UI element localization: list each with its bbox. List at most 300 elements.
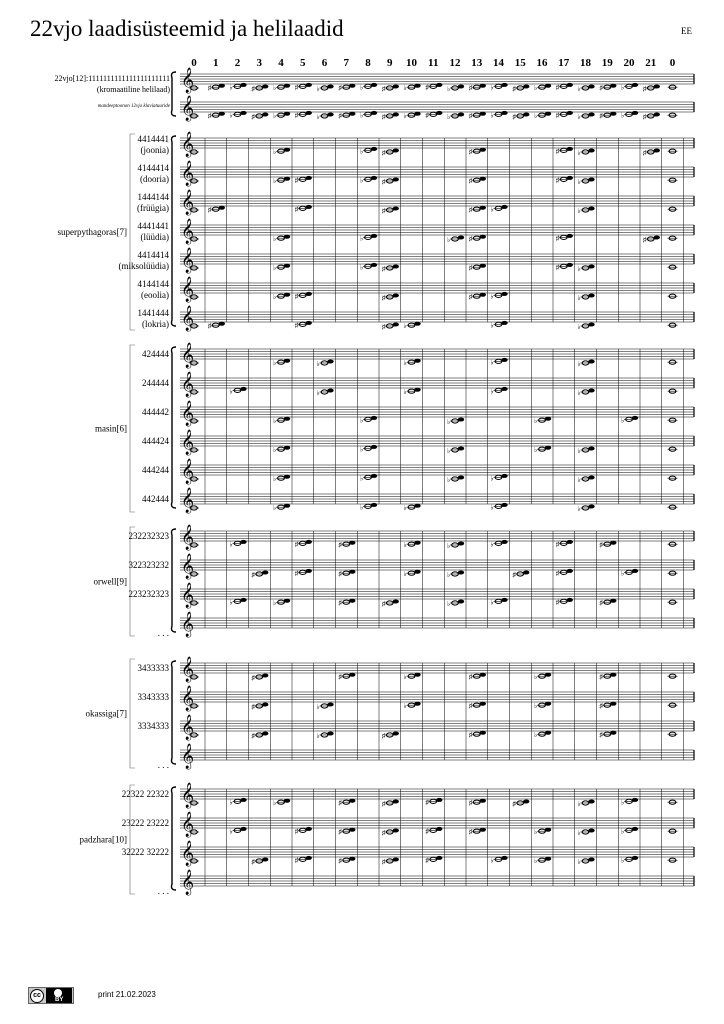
mode-steps: 4414414 [137, 250, 169, 260]
note [295, 569, 312, 578]
treble-clef-icon: 𝄞 [181, 95, 195, 120]
accidental-icon: ♭ [577, 85, 581, 93]
group-label-bracket [130, 785, 135, 894]
treble-clef-icon: 𝄞 [181, 582, 195, 607]
accidental-icon: ♭ [360, 445, 364, 454]
note [469, 177, 486, 186]
group-label-bracket [130, 659, 135, 768]
note [578, 360, 595, 369]
note [491, 205, 508, 214]
accidental-icon: ♯ [381, 858, 386, 866]
note [273, 177, 290, 186]
note [491, 598, 508, 607]
accidental-icon: ♭ [273, 112, 277, 121]
note [251, 732, 268, 741]
accidental-icon: ♯ [381, 178, 386, 186]
note [668, 858, 678, 862]
note [491, 83, 508, 92]
note [491, 292, 508, 301]
accidental-icon: ♭ [403, 702, 407, 711]
note [230, 798, 247, 807]
note [382, 149, 399, 158]
note [599, 84, 616, 93]
note [382, 265, 399, 274]
column-number: 11 [428, 57, 439, 69]
note [668, 542, 678, 546]
accidental-icon: ♯ [338, 541, 342, 550]
accidental-icon: ♯ [338, 828, 342, 837]
note [382, 600, 399, 609]
treble-clef-icon: 𝄞 [181, 247, 195, 272]
accidental-icon: ♭ [621, 83, 625, 92]
note [469, 148, 486, 157]
accidental-icon: ♭ [360, 176, 364, 185]
note [578, 85, 595, 94]
note [534, 702, 551, 711]
note [447, 447, 464, 456]
accidental-icon: ♭ [490, 503, 494, 512]
note [578, 265, 595, 274]
accidental-icon: ♭ [534, 673, 538, 682]
accidental-icon: ♭ [403, 388, 407, 397]
note [404, 84, 421, 93]
note [273, 112, 290, 121]
note [578, 829, 595, 838]
column-number: 3 [256, 57, 262, 69]
mode-staff [180, 782, 694, 808]
note [273, 293, 290, 302]
accidental-icon: ♯ [381, 323, 386, 331]
note [578, 447, 595, 456]
note [251, 703, 268, 712]
note [469, 235, 486, 244]
accidental-icon: ♭ [577, 323, 581, 331]
accidental-icon: ♯ [599, 112, 603, 121]
column-number: 18 [580, 57, 591, 69]
accidental-icon: ♭ [316, 732, 320, 740]
treble-clef-icon: 𝄞 [181, 811, 195, 836]
mode-name: (eoolia) [141, 290, 169, 300]
group-name: padzhara[10] [79, 834, 127, 845]
accidental-icon: ♭ [316, 113, 320, 121]
accidental-icon: ♯ [555, 598, 560, 607]
note [578, 294, 595, 303]
mode-staff [180, 429, 694, 455]
accidental-icon: ♭ [273, 177, 277, 186]
note [295, 540, 312, 549]
accidental-icon: ♭ [403, 359, 407, 368]
note [578, 858, 595, 867]
group-bracket [172, 787, 177, 890]
accidental-icon: ♭ [490, 387, 494, 396]
mode-staff [180, 714, 694, 740]
note [534, 446, 551, 455]
accidental-icon: ♭ [577, 447, 581, 455]
accidental-icon: ♭ [490, 856, 494, 865]
mode-steps: 442444 [142, 494, 169, 504]
accidental-icon: ♯ [468, 177, 473, 186]
accidental-icon: ♯ [294, 321, 299, 330]
treble-clef-icon: 𝄞 [181, 305, 195, 330]
mode-steps: 444244 [142, 465, 169, 475]
treble-clef-icon: 𝄞 [181, 487, 195, 512]
note [534, 828, 551, 837]
note [447, 418, 464, 427]
accidental-icon: ♭ [490, 474, 494, 483]
note [404, 504, 421, 513]
note [668, 600, 678, 604]
mode-staff [180, 524, 694, 550]
treble-clef-icon: 𝄞 [181, 553, 195, 578]
accidental-icon: ♭ [360, 83, 364, 92]
note [469, 264, 486, 273]
note [668, 703, 678, 707]
column-number: 2 [234, 57, 241, 69]
accidental-icon: ♯ [294, 540, 299, 549]
note [382, 858, 399, 867]
mode-steps: 32222 32222 [121, 847, 169, 857]
note [643, 236, 660, 245]
note [360, 111, 377, 120]
accidental-icon: ♯ [599, 731, 603, 740]
accidental-icon: ♯ [512, 571, 516, 579]
accidental-icon: ♭ [360, 147, 364, 156]
accidental-icon: ♯ [207, 112, 212, 121]
accidental-icon: ♭ [360, 234, 364, 243]
accidental-icon: ♭ [577, 294, 581, 302]
note [556, 569, 573, 578]
note [360, 147, 377, 156]
note [599, 731, 616, 740]
note [295, 176, 312, 185]
accidental-icon: ♯ [425, 856, 429, 865]
note [447, 476, 464, 485]
mode-staff [180, 276, 694, 302]
note [273, 417, 290, 426]
note [668, 113, 678, 117]
treble-clef-icon: 𝄞 [181, 400, 195, 425]
accidental-icon: ♯ [555, 569, 560, 578]
column-number: 6 [321, 57, 328, 69]
mode-steps: 23222 23222 [121, 818, 169, 828]
accidental-icon: ♯ [425, 827, 429, 836]
note [295, 827, 312, 836]
column-number: 19 [601, 57, 613, 69]
mode-steps: 232232323 [128, 531, 169, 541]
accidental-icon: ♭ [360, 111, 364, 120]
note [338, 84, 355, 93]
note [295, 83, 312, 92]
note [534, 673, 551, 682]
note [621, 856, 638, 865]
accidental-icon: ♭ [534, 828, 538, 837]
note [425, 83, 442, 92]
treble-clef-icon: 𝄞 [181, 276, 195, 301]
note [360, 234, 377, 243]
accidental-icon: ♭ [316, 360, 320, 368]
group-label-bracket [130, 345, 135, 512]
note [491, 387, 508, 396]
accidental-icon: ♭ [273, 475, 277, 484]
accidental-icon: ♯ [294, 292, 299, 301]
note [578, 476, 595, 485]
cc-icon: cc [30, 989, 44, 1003]
accidental-icon: ♯ [294, 827, 299, 836]
treble-clef-icon: 𝄞 [181, 685, 195, 710]
note [643, 149, 660, 158]
accidental-icon: ♯ [338, 112, 342, 121]
note [317, 113, 334, 122]
accidental-icon: ♭ [534, 112, 538, 121]
treble-clef-icon: 𝄞 [181, 342, 195, 367]
accidental-icon: ♭ [360, 416, 364, 425]
note [317, 703, 334, 712]
note [447, 236, 464, 245]
note [382, 113, 399, 122]
note [360, 503, 377, 512]
accidental-icon: ♯ [251, 732, 255, 740]
note [578, 389, 595, 398]
accidental-icon: ♭ [490, 292, 494, 301]
accidental-icon: ♭ [447, 542, 451, 550]
note [556, 147, 573, 156]
note [621, 569, 638, 578]
accidental-icon: ♯ [251, 674, 255, 682]
mode-staff [180, 189, 694, 215]
note [382, 829, 399, 838]
accidental-icon: ♯ [468, 84, 473, 93]
mode-staff [180, 685, 694, 711]
note [338, 599, 355, 608]
note [643, 113, 660, 122]
note [512, 571, 529, 580]
accidental-icon: ♯ [468, 264, 473, 273]
note [382, 294, 399, 303]
note [668, 418, 678, 422]
note [599, 673, 616, 682]
note [295, 856, 312, 865]
accidental-icon: ♭ [273, 504, 277, 513]
accidental-icon: ♭ [490, 358, 494, 367]
accidental-icon: ♯ [251, 571, 255, 579]
mode-staff [180, 840, 694, 866]
accidental-icon: ♭ [490, 540, 494, 549]
accidental-icon: ♭ [447, 418, 451, 426]
treble-clef-icon: 𝄞 [181, 611, 195, 636]
mode-staff [180, 553, 694, 579]
note [534, 417, 551, 426]
note [556, 540, 573, 549]
note [273, 235, 290, 244]
note [425, 856, 442, 865]
accidental-icon: ♯ [381, 829, 386, 837]
accidental-icon: ♯ [555, 147, 560, 156]
accidental-icon: ♯ [555, 234, 560, 243]
note [534, 857, 551, 866]
column-number: 10 [406, 57, 417, 69]
note [273, 504, 290, 513]
note [556, 111, 573, 120]
accidental-icon: ♯ [381, 207, 386, 215]
note [668, 447, 678, 451]
accidental-icon: ♯ [338, 570, 342, 579]
column-number: 12 [449, 57, 461, 69]
accidental-icon: ♭ [229, 540, 233, 549]
note [382, 323, 399, 332]
accidental-icon: ♯ [294, 83, 299, 92]
accidental-icon: ♯ [294, 856, 299, 865]
note [273, 799, 290, 808]
note [668, 389, 678, 393]
accidental-icon: ♯ [512, 800, 516, 808]
accidental-icon: ♭ [403, 504, 407, 513]
accidental-icon: ♭ [621, 856, 625, 865]
accidental-icon: ♯ [251, 703, 255, 711]
note [668, 323, 678, 327]
accidental-icon: ♯ [599, 541, 603, 550]
mode-steps: 444424 [142, 436, 169, 446]
column-number: 8 [365, 57, 371, 69]
mode-staff [180, 743, 694, 769]
accidental-icon: ♯ [599, 702, 603, 711]
note [621, 416, 638, 425]
note [469, 731, 486, 740]
accidental-icon: ♭ [273, 599, 277, 608]
page-title: 22vjo laadisüsteemid ja helilaadid [30, 16, 344, 41]
column-number: 17 [558, 57, 570, 69]
accidental-icon: ♯ [381, 600, 386, 608]
accidental-icon: ♭ [229, 83, 233, 92]
footer [28, 987, 358, 1007]
mode-staff [180, 342, 694, 368]
column-number: 9 [387, 57, 393, 69]
mode-staff [180, 582, 694, 608]
note [621, 827, 638, 836]
mode-steps: 4144144 [137, 279, 169, 289]
accidental-icon: ♭ [621, 827, 625, 836]
print-date: print 21.02.2023 [98, 990, 156, 999]
note [469, 799, 486, 808]
mode-name: (lokria) [142, 319, 169, 329]
treble-clef-icon: 𝄞 [181, 189, 195, 214]
note [469, 673, 486, 682]
note [230, 83, 247, 92]
column-number: 0 [669, 57, 676, 69]
note [599, 541, 616, 550]
note [295, 292, 312, 301]
accidental-icon: ♭ [577, 149, 581, 157]
mode-staff [180, 247, 694, 273]
accidental-icon: ♯ [599, 673, 603, 682]
note [208, 322, 225, 331]
note [382, 85, 399, 94]
note [295, 111, 312, 120]
mode-staff [180, 160, 694, 186]
treble-clef-icon: 𝄞 [181, 743, 195, 768]
mode-steps: 322323232 [128, 560, 169, 570]
note [556, 263, 573, 272]
note [469, 828, 486, 837]
note [668, 674, 678, 678]
accidental-icon: ♭ [447, 236, 451, 244]
accidental-icon: ♭ [316, 389, 320, 397]
mode-staff [180, 218, 694, 244]
note [668, 85, 678, 89]
note [273, 148, 290, 157]
note [360, 416, 377, 425]
note [251, 674, 268, 683]
note [491, 321, 508, 330]
treble-clef-icon: 𝄞 [181, 458, 195, 483]
accidental-icon: ♭ [273, 417, 277, 426]
note [404, 322, 421, 331]
accidental-icon: ♯ [555, 83, 560, 92]
accidental-icon: ♯ [599, 599, 603, 608]
note [668, 800, 678, 804]
note [599, 702, 616, 711]
note [338, 541, 355, 550]
note [382, 800, 399, 809]
mode-name: (lüüdia) [140, 232, 169, 242]
note [668, 294, 678, 298]
accidental-icon: ♭ [403, 84, 407, 93]
accidental-icon: ♭ [490, 598, 494, 607]
note [578, 113, 595, 122]
note [599, 599, 616, 608]
mode-steps: 444442 [142, 407, 169, 417]
note [338, 799, 355, 808]
note [578, 207, 595, 216]
mode-steps: 244444 [142, 378, 169, 388]
accidental-icon: ♯ [468, 148, 473, 157]
accidental-icon: ♭ [621, 111, 625, 120]
treble-clef-icon: 𝄞 [181, 840, 195, 865]
mode-steps: . . . [157, 886, 169, 896]
treble-clef-icon: 𝄞 [181, 869, 195, 894]
column-number: 15 [514, 57, 526, 69]
note [425, 111, 442, 120]
note [273, 84, 290, 93]
note [668, 236, 678, 240]
mode-staff [180, 611, 694, 637]
accidental-icon: ♯ [468, 828, 473, 837]
accidental-icon: ♯ [555, 263, 560, 272]
note [404, 359, 421, 368]
note [251, 571, 268, 580]
accidental-icon: ♭ [577, 113, 581, 121]
note [578, 178, 595, 187]
accidental-icon: ♯ [642, 236, 647, 244]
accidental-icon: ♭ [447, 447, 451, 455]
accidental-icon: ♭ [316, 85, 320, 93]
mode-steps: 4414441 [137, 134, 169, 144]
accidental-icon: ♭ [229, 798, 233, 807]
note [338, 857, 355, 866]
header-bracket [172, 72, 177, 116]
note [668, 571, 678, 575]
note [230, 827, 247, 836]
accidental-icon: ♭ [490, 83, 494, 92]
accidental-icon: ♭ [447, 113, 451, 121]
note [491, 856, 508, 865]
note [512, 85, 529, 94]
note [491, 474, 508, 483]
accidental-icon: ♯ [381, 113, 386, 121]
staff-chromatic-keyboard [180, 95, 694, 121]
accidental-icon: ♭ [621, 798, 625, 807]
accidental-icon: ♭ [273, 264, 277, 273]
accidental-icon: ♯ [338, 673, 342, 682]
